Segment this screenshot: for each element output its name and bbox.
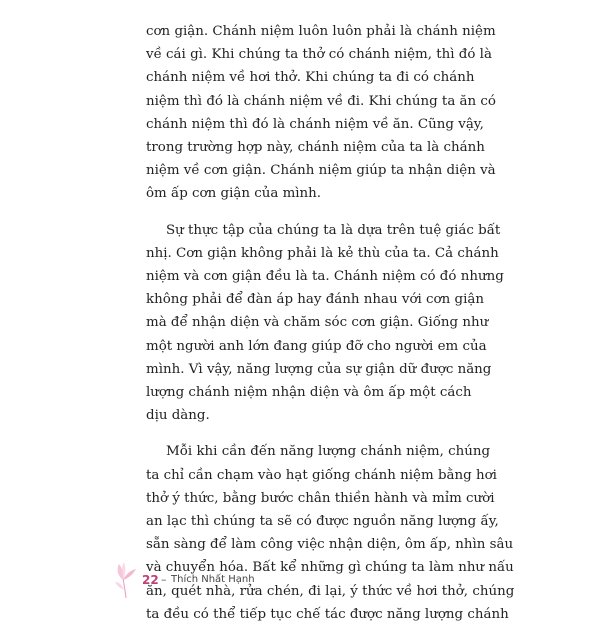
text-line: không phải để đàn áp hay đánh nhau với cơn giận: [146, 292, 484, 308]
text-line: an lạc thì chúng ta sẽ có được nguồn năng lượng ấy,: [146, 514, 499, 530]
text-line: chánh niệm thì đó là chánh niệm về ăn. Cũng vậy,: [146, 116, 484, 132]
text-line: một người anh lớn đang giúp đỡ cho người em của: [146, 338, 487, 354]
text-line: niệm và cơn giận đều là ta. Chánh niệm có đó nhưng: [146, 269, 504, 285]
text-line: và chuyển hóa. Bất kể những gì chúng ta làm như nấu: [146, 560, 514, 576]
text-line: niệm về cơn giận. Chánh niệm giúp ta nhận diện và: [146, 163, 496, 179]
lotus-flower-icon: [112, 560, 140, 600]
author-name: Thích Nhất Hạnh: [171, 574, 255, 585]
text-line: sẵn sàng để làm công việc nhận diện, ôm ấp, nhìn sâu: [146, 537, 514, 553]
text-line: nhị. Cơn giận không phải là kẻ thù của ta. Cả chánh: [146, 245, 499, 261]
text-line: mà để nhận diện và chăm sóc cơn giận. Giống như: [146, 315, 489, 331]
page-footer: [112, 560, 372, 600]
text-line: dịu dàng.: [146, 408, 210, 424]
text-line: trong trường hợp này, chánh niệm của ta là chánh: [146, 140, 485, 156]
text-line: Mỗi khi cần đến năng lượng chánh niệm, chúng: [166, 444, 491, 460]
text-line: mình. Vì vậy, năng lượng của sự giận dữ được năng: [146, 361, 492, 377]
text-line: lượng chánh niệm nhận diện và ôm ấp một cách: [146, 385, 472, 401]
text-line: ta chỉ cần chạm vào hạt giống chánh niệm bằng hơi: [146, 467, 497, 483]
page-number: 22: [142, 573, 159, 587]
text-line: niệm thì đó là chánh niệm về đi. Khi chúng ta ăn có: [146, 93, 496, 109]
text-line: ôm ấp cơn giận của mình.: [146, 186, 322, 202]
text-line: Sự thực tập của chúng ta là dựa trên tuệ giác bất: [166, 222, 501, 238]
text-line: thở ý thức, bằng bước chân thiền hành và mỉm cười: [146, 490, 495, 506]
text-line: ăn, quét nhà, rửa chén, đi lại, ý thức về hơi thở, chúng: [146, 583, 515, 599]
text-line: cơn giận. Chánh niệm luôn luôn phải là chánh niệm: [146, 24, 496, 39]
paragraph-1: [146, 20, 496, 206]
text-line: về cái gì. Khi chúng ta thở có chánh niệm, thì đó là: [146, 47, 492, 63]
body-text: [146, 20, 515, 639]
text-line: chánh niệm về hơi thở. Khi chúng ta đi có chánh: [146, 70, 475, 86]
text-line: ta đều có thể tiếp tục chế tác được năng lượng chánh: [146, 606, 509, 622]
footer-separator: –: [161, 573, 167, 586]
paragraph-2: [146, 219, 504, 428]
